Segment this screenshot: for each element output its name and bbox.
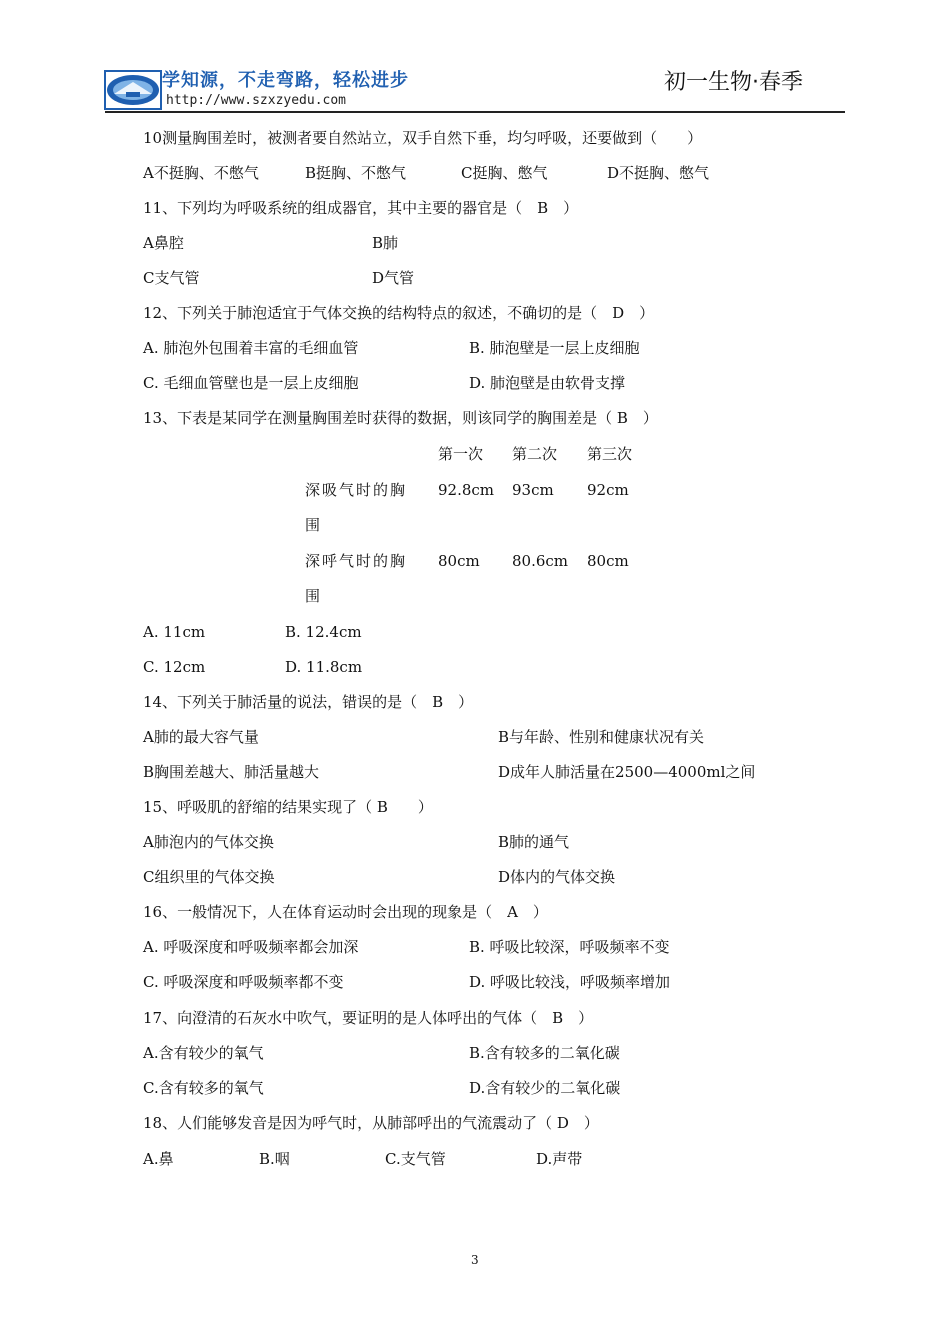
- table-cell: 92cm: [587, 481, 629, 499]
- option-c: C支气管: [143, 269, 200, 287]
- question-stem: 18、人们能够发音是因为呼气时，从肺部呼出的气流震动了（ D ）: [143, 1114, 599, 1132]
- option-b: B.含有较多的二氧化碳: [469, 1044, 620, 1062]
- question-stem: 10测量胸围差时，被测者要自然站立，双手自然下垂，均匀呼吸，还要做到（ ）: [143, 129, 703, 147]
- option-c: C. 12cm: [143, 658, 206, 676]
- option-a: A.含有较少的氧气: [143, 1044, 264, 1062]
- question-stem: 14、下列关于肺活量的说法，错误的是（ B ）: [143, 693, 474, 711]
- option-d: D.含有较少的二氧化碳: [469, 1079, 621, 1097]
- option-d: D. 肺泡壁是由软骨支撑: [469, 374, 626, 392]
- table-cell: 92.8cm: [438, 481, 495, 499]
- option-c: C. 毛细血管壁也是一层上皮细胞: [143, 374, 359, 392]
- option-a: A. 11cm: [143, 623, 206, 641]
- option-b: B. 肺泡壁是一层上皮细胞: [469, 339, 640, 357]
- question-stem: 11、下列均为呼吸系统的组成器官，其中主要的器官是（ B ）: [143, 199, 579, 217]
- table-header-cell: 第三次: [587, 445, 633, 463]
- option-d: D. 呼吸比较浅，呼吸频率增加: [469, 973, 671, 991]
- question-stem: 17、向澄清的石灰水中吹气，要证明的是人体呼出的气体（ B ）: [143, 1009, 594, 1027]
- table-row-label-wrap: 围: [305, 587, 321, 605]
- option-a: A. 呼吸深度和呼吸频率都会加深: [143, 938, 359, 956]
- table-header-cell: 第二次: [512, 445, 558, 463]
- option-b: B. 12.4cm: [285, 623, 362, 641]
- page-number: 3: [471, 1253, 479, 1267]
- option-a: A肺泡内的气体交换: [143, 833, 274, 851]
- table-cell: 80cm: [587, 552, 629, 570]
- option-a: A. 肺泡外包围着丰富的毛细血管: [143, 339, 359, 357]
- logo-slogan: 学知源，不走弯路，轻松进步: [162, 70, 409, 91]
- table-cell: 93cm: [512, 481, 554, 499]
- table-row-label: 深吸气时的胸: [305, 481, 408, 499]
- option-a: A.鼻: [143, 1150, 174, 1168]
- header-title: 初一生物·春季: [664, 70, 803, 95]
- option-c: C挺胸、憋气: [461, 164, 548, 182]
- option-c: C.含有较多的氧气: [143, 1079, 264, 1097]
- option-d: D体内的气体交换: [498, 868, 616, 886]
- option-b: B.咽: [259, 1150, 290, 1168]
- question-stem: 16、一般情况下，人在体育运动时会出现的现象是（ A ）: [143, 903, 548, 921]
- option-b: B挺胸、不憋气: [305, 164, 407, 182]
- option-a: A不挺胸、不憋气: [143, 164, 259, 182]
- table-row-label: 深呼气时的胸: [305, 552, 408, 570]
- option-b: B. 呼吸比较深，呼吸频率不变: [469, 938, 670, 956]
- option-d: D气管: [372, 269, 415, 287]
- option-b: B与年龄、性别和健康状况有关: [498, 728, 705, 746]
- option-a: A鼻腔: [143, 234, 184, 252]
- option-d: D.声带: [536, 1150, 583, 1168]
- option-a: A肺的最大容气量: [143, 728, 259, 746]
- option-d: D成年人肺活量在2500—4000ml之间: [498, 763, 756, 781]
- option-d: D. 11.8cm: [285, 658, 363, 676]
- table-cell: 80.6cm: [512, 552, 569, 570]
- option-b: B肺: [372, 234, 399, 252]
- option-c: B胸围差越大、肺活量越大: [143, 763, 320, 781]
- option-b: B肺的通气: [498, 833, 570, 851]
- table-cell: 80cm: [438, 552, 480, 570]
- option-c: C. 呼吸深度和呼吸频率都不变: [143, 973, 344, 991]
- option-c: C组织里的气体交换: [143, 868, 275, 886]
- table-header-cell: 第一次: [438, 445, 484, 463]
- question-stem: 12、下列关于肺泡适宜于气体交换的结构特点的叙述，不确切的是（ D ）: [143, 304, 655, 322]
- table-row-label-wrap: 围: [305, 516, 321, 534]
- logo-url: http://www.szxzyedu.com: [166, 93, 347, 108]
- question-stem: 15、呼吸肌的舒缩的结果实现了（ B ）: [143, 798, 433, 816]
- option-d: D不挺胸、憋气: [607, 164, 710, 182]
- option-c: C.支气管: [385, 1150, 446, 1168]
- question-stem: 13、下表是某同学在测量胸围差时获得的数据，则该同学的胸围差是（ B ）: [143, 409, 658, 427]
